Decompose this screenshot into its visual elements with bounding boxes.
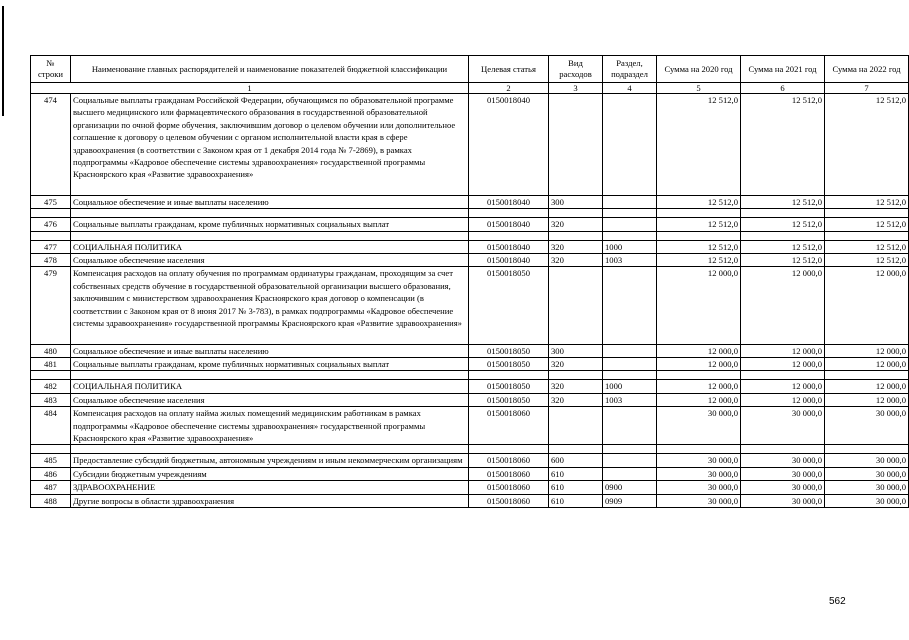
row-razdel: [603, 218, 657, 231]
row-sum-2021: 30 000,0: [741, 494, 825, 507]
spacer-cell: [657, 371, 741, 380]
row-sum-2022: 12 512,0: [825, 240, 909, 253]
row-name: Другие вопросы в области здравоохранения: [71, 494, 469, 507]
spacer-cell: [741, 231, 825, 240]
row-num: 478: [31, 254, 71, 267]
row-razdel: [603, 195, 657, 208]
row-sum-2022: 12 512,0: [825, 254, 909, 267]
col-index-2: 2: [469, 83, 549, 94]
row-razdel: 1003: [603, 393, 657, 406]
row-num: 485: [31, 454, 71, 467]
spacer-cell: [603, 445, 657, 454]
row-sum-2021: 12 000,0: [741, 393, 825, 406]
row-sum-2021: 30 000,0: [741, 467, 825, 480]
table-row: [31, 481, 909, 494]
row-num: 480: [31, 344, 71, 357]
table-row: [31, 380, 909, 393]
row-num: 481: [31, 357, 71, 370]
col-header-razdel: Раздел, подраздел: [603, 56, 657, 83]
spacer-cell: [741, 371, 825, 380]
row-razdel: 1000: [603, 380, 657, 393]
row-target: 0150018060: [469, 467, 549, 480]
row-num: 475: [31, 195, 71, 208]
spacer-cell: [31, 371, 71, 380]
row-sum-2020: 30 000,0: [657, 481, 741, 494]
row-target: 0150018040: [469, 240, 549, 253]
row-sum-2020: 12 512,0: [657, 254, 741, 267]
row-target: 0150018050: [469, 344, 549, 357]
row-sum-2021: 30 000,0: [741, 454, 825, 467]
row-razdel: [603, 94, 657, 196]
row-num: 474: [31, 94, 71, 196]
row-target: 0150018040: [469, 254, 549, 267]
row-sum-2020: 12 512,0: [657, 240, 741, 253]
row-num: 476: [31, 218, 71, 231]
row-sum-2020: 12 512,0: [657, 195, 741, 208]
row-name: СОЦИАЛЬНАЯ ПОЛИТИКА: [71, 380, 469, 393]
col-index-6: 6: [741, 83, 825, 94]
row-razdel: [603, 467, 657, 480]
col-index-4: 4: [603, 83, 657, 94]
row-vid: [549, 267, 603, 344]
row-name: Социальные выплаты гражданам Российской Федерации, обучающимся по образовательной программе высшего медицинского или фармацевтического образования в государственной образовательной организации по очной форме обучения, заключившим договор о целевом обучении или дополнительное соглашение к договору о целевом обучении с органом исполнительной власти края в сфере здравоохранения (в соответствии с Законом края от 1 декабря 2014 года № 7-2869), в рамках подпрограммы «Кадровое обеспечение системы здравоохранения» государственной программы Красноярского края «Развитие здравоохранения»: [71, 94, 469, 196]
row-sum-2022: 30 000,0: [825, 494, 909, 507]
row-name: Социальные выплаты гражданам, кроме публичных нормативных социальных выплат: [71, 218, 469, 231]
table-row: [31, 494, 909, 507]
table-row: [31, 218, 909, 231]
row-sum-2022: 30 000,0: [825, 407, 909, 445]
col-header-2022: Сумма на 2022 год: [825, 56, 909, 83]
row-sum-2021: 12 000,0: [741, 267, 825, 344]
row-razdel: 0909: [603, 494, 657, 507]
row-sum-2020: 12 512,0: [657, 94, 741, 196]
row-num: 486: [31, 467, 71, 480]
row-sum-2022: 12 000,0: [825, 267, 909, 344]
spacer-cell: [657, 445, 741, 454]
table-row: [31, 407, 909, 445]
row-razdel: 0900: [603, 481, 657, 494]
row-sum-2020: 12 000,0: [657, 380, 741, 393]
row-vid: 300: [549, 195, 603, 208]
spacer-cell: [825, 445, 909, 454]
spacer-cell: [741, 209, 825, 218]
row-sum-2020: 12 000,0: [657, 357, 741, 370]
col-index-7: 7: [825, 83, 909, 94]
row-razdel: [603, 407, 657, 445]
row-target: 0150018060: [469, 481, 549, 494]
table-row: [31, 344, 909, 357]
row-target: 0150018040: [469, 195, 549, 208]
row-sum-2020: 30 000,0: [657, 407, 741, 445]
row-target: 0150018040: [469, 94, 549, 196]
row-sum-2020: 12 000,0: [657, 344, 741, 357]
row-sum-2021: 12 000,0: [741, 357, 825, 370]
spacer-cell: [469, 445, 549, 454]
row-spacer: [31, 371, 909, 380]
col-index-5: 5: [657, 83, 741, 94]
row-sum-2020: 30 000,0: [657, 467, 741, 480]
column-index-row: [31, 83, 909, 94]
row-sum-2022: 12 512,0: [825, 94, 909, 196]
row-sum-2022: 12 512,0: [825, 218, 909, 231]
col-header-target: Целевая статья: [469, 56, 549, 83]
row-sum-2022: 30 000,0: [825, 481, 909, 494]
row-name: Компенсация расходов на оплату найма жилых помещений медицинским работникам в рамках подпрограммы «Кадровое обеспечение системы здравоохранения» государственной программы Красноярского края «Развитие здравоохранения»: [71, 407, 469, 445]
spacer-cell: [603, 209, 657, 218]
row-sum-2021: 12 512,0: [741, 254, 825, 267]
row-razdel: [603, 357, 657, 370]
table-row: [31, 254, 909, 267]
row-num: 484: [31, 407, 71, 445]
header-row: [31, 56, 909, 83]
spacer-cell: [603, 371, 657, 380]
row-name: Компенсация расходов на оплату обучения по программам ординатуры гражданам, проходящим за счет собственных средств обучение в государственной образовательной организации высшего образования, заключившим с министерством здравоохранения Красноярского края договор о компенсации (в соответствии с Законом края от 8 июня 2017 № 3-783), в рамках подпрограммы «Кадровое обеспечение системы здравоохранения» государственной программы Красноярского края «Развитие здравоохранения»: [71, 267, 469, 344]
col-header-num: № строки: [31, 56, 71, 83]
row-sum-2020: 12 512,0: [657, 218, 741, 231]
spacer-cell: [31, 445, 71, 454]
row-sum-2021: 12 512,0: [741, 218, 825, 231]
row-razdel: [603, 267, 657, 344]
table-row: [31, 393, 909, 406]
row-sum-2021: 30 000,0: [741, 407, 825, 445]
spacer-cell: [469, 371, 549, 380]
spacer-cell: [469, 209, 549, 218]
table-row: [31, 94, 909, 196]
row-sum-2021: 12 512,0: [741, 195, 825, 208]
row-vid: 320: [549, 380, 603, 393]
row-sum-2020: 12 000,0: [657, 393, 741, 406]
row-razdel: [603, 344, 657, 357]
row-spacer: [31, 445, 909, 454]
row-spacer: [31, 231, 909, 240]
row-sum-2022: 12 000,0: [825, 393, 909, 406]
row-sum-2020: 30 000,0: [657, 454, 741, 467]
scan-edge-mark: [2, 6, 4, 116]
row-sum-2022: 12 000,0: [825, 344, 909, 357]
spacer-cell: [657, 209, 741, 218]
row-vid: 300: [549, 344, 603, 357]
spacer-cell: [549, 209, 603, 218]
row-num: 477: [31, 240, 71, 253]
row-vid: 320: [549, 357, 603, 370]
row-sum-2021: 12 000,0: [741, 380, 825, 393]
row-vid: 320: [549, 240, 603, 253]
spacer-cell: [549, 371, 603, 380]
row-target: 0150018060: [469, 454, 549, 467]
spacer-cell: [549, 445, 603, 454]
row-vid: 320: [549, 218, 603, 231]
spacer-cell: [549, 231, 603, 240]
row-target: 0150018050: [469, 357, 549, 370]
row-target: 0150018060: [469, 494, 549, 507]
col-header-2021: Сумма на 2021 год: [741, 56, 825, 83]
spacer-cell: [31, 231, 71, 240]
row-sum-2022: 30 000,0: [825, 454, 909, 467]
row-name: ЗДРАВООХРАНЕНИЕ: [71, 481, 469, 494]
table-row: [31, 267, 909, 344]
row-razdel: [603, 454, 657, 467]
row-name: Социальное обеспечение и иные выплаты населению: [71, 195, 469, 208]
col-index-3: 3: [549, 83, 603, 94]
col-header-vid: Вид расходов: [549, 56, 603, 83]
spacer-cell: [825, 231, 909, 240]
row-razdel: 1000: [603, 240, 657, 253]
row-num: 488: [31, 494, 71, 507]
row-vid: 320: [549, 254, 603, 267]
row-name: Субсидии бюджетным учреждениям: [71, 467, 469, 480]
row-spacer: [31, 209, 909, 218]
row-vid: [549, 94, 603, 196]
row-target: 0150018050: [469, 380, 549, 393]
row-target: 0150018050: [469, 267, 549, 344]
row-sum-2022: 12 000,0: [825, 380, 909, 393]
spacer-cell: [825, 209, 909, 218]
row-sum-2022: 12 000,0: [825, 357, 909, 370]
row-name: Социальные выплаты гражданам, кроме публичных нормативных социальных выплат: [71, 357, 469, 370]
spacer-cell: [469, 231, 549, 240]
row-target: 0150018050: [469, 393, 549, 406]
row-name: Социальное обеспечение и иные выплаты населению: [71, 344, 469, 357]
spacer-cell: [71, 209, 469, 218]
page-number: 562: [829, 596, 846, 607]
row-num: 483: [31, 393, 71, 406]
row-num: 482: [31, 380, 71, 393]
table-row: [31, 454, 909, 467]
row-target: 0150018040: [469, 218, 549, 231]
row-vid: 610: [549, 467, 603, 480]
spacer-cell: [825, 371, 909, 380]
spacer-cell: [741, 445, 825, 454]
table-row: [31, 195, 909, 208]
row-sum-2021: 12 000,0: [741, 344, 825, 357]
row-sum-2022: 30 000,0: [825, 467, 909, 480]
spacer-cell: [71, 445, 469, 454]
row-num: 479: [31, 267, 71, 344]
row-vid: 600: [549, 454, 603, 467]
col-header-name: Наименование главных распорядителей и наименование показателей бюджетной классификации: [71, 56, 469, 83]
row-name: Социальное обеспечение населения: [71, 254, 469, 267]
row-sum-2021: 12 512,0: [741, 94, 825, 196]
col-header-2020: Сумма на 2020 год: [657, 56, 741, 83]
row-vid: 610: [549, 494, 603, 507]
row-sum-2021: 30 000,0: [741, 481, 825, 494]
table-row: [31, 467, 909, 480]
spacer-cell: [71, 371, 469, 380]
row-num: 487: [31, 481, 71, 494]
spacer-cell: [603, 231, 657, 240]
row-vid: [549, 407, 603, 445]
spacer-cell: [657, 231, 741, 240]
col-index-1: 1: [31, 83, 469, 94]
table-row: [31, 240, 909, 253]
spacer-cell: [31, 209, 71, 218]
spacer-cell: [71, 231, 469, 240]
table-row: [31, 357, 909, 370]
row-sum-2020: 30 000,0: [657, 494, 741, 507]
row-vid: 610: [549, 481, 603, 494]
row-sum-2020: 12 000,0: [657, 267, 741, 344]
row-name: СОЦИАЛЬНАЯ ПОЛИТИКА: [71, 240, 469, 253]
row-vid: 320: [549, 393, 603, 406]
row-target: 0150018060: [469, 407, 549, 445]
row-razdel: 1003: [603, 254, 657, 267]
row-name: Предоставление субсидий бюджетным, автономным учреждениям и иным некоммерческим организациям: [71, 454, 469, 467]
row-sum-2022: 12 512,0: [825, 195, 909, 208]
row-name: Социальное обеспечение населения: [71, 393, 469, 406]
row-sum-2021: 12 512,0: [741, 240, 825, 253]
budget-table: [30, 55, 909, 508]
